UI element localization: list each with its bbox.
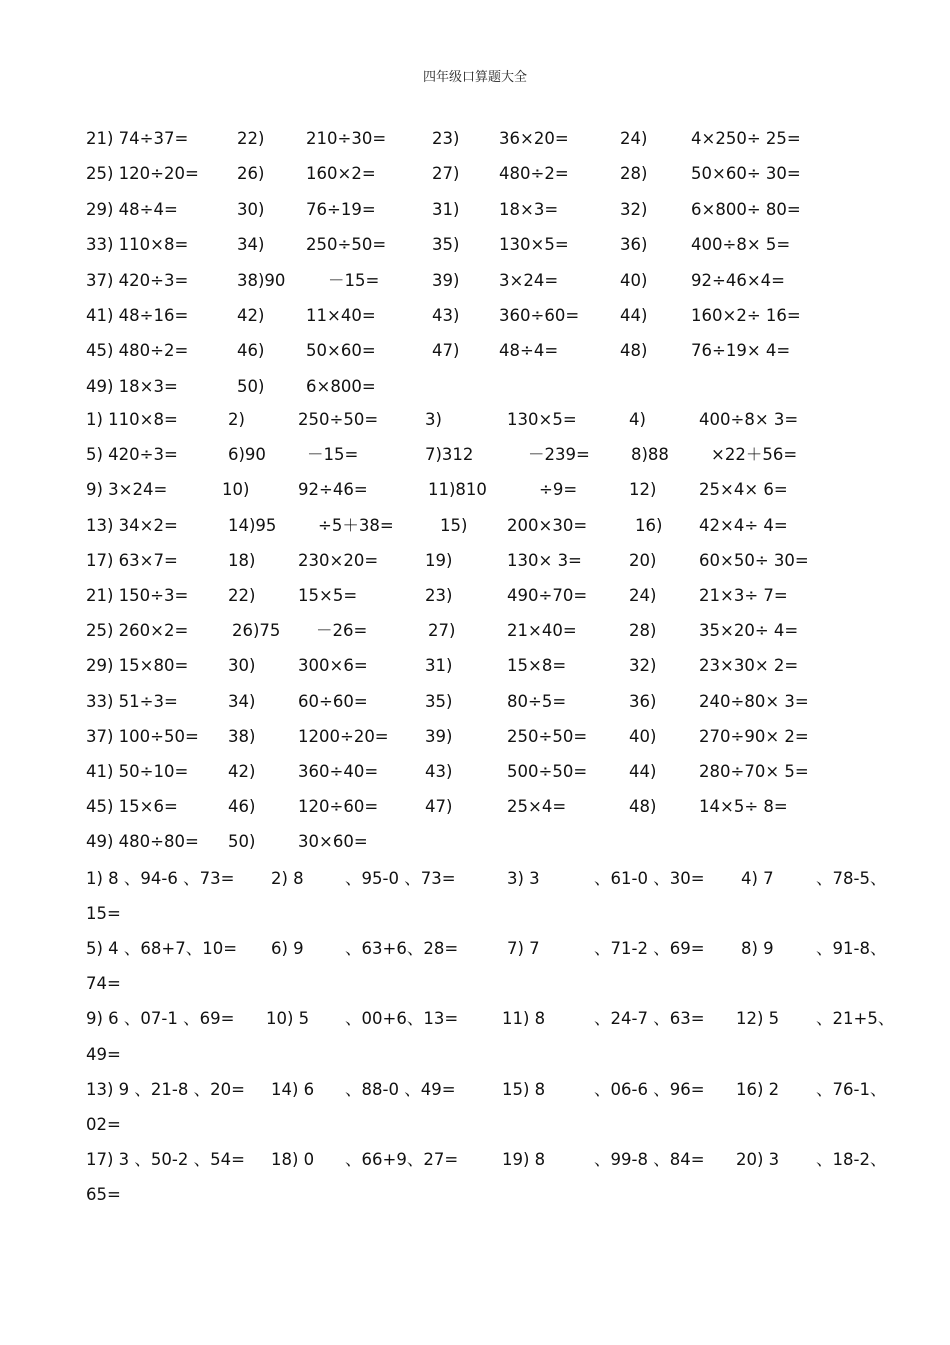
problem-expression: 、78-5、	[816, 869, 887, 888]
problem-expression: 480÷2=	[499, 164, 569, 184]
problem-number: 19) 8	[502, 1149, 546, 1169]
problem-row	[0, 443, 950, 467]
problem-number: 23)	[432, 129, 460, 148]
problem-number: 15)	[440, 515, 468, 535]
problem-row	[0, 1148, 950, 1172]
problem-expression: 49) 18×3=	[86, 376, 178, 396]
problem-row	[0, 1183, 950, 1207]
problem-number: 35)	[432, 235, 460, 255]
problem-expression: 130×5=	[507, 410, 577, 429]
problem-expression: 360÷60=	[499, 306, 580, 325]
problem-expression: 41) 50÷10=	[86, 762, 189, 781]
problem-expression: 9) 6 、07-1 、69=	[86, 1009, 235, 1029]
problem-row	[0, 269, 950, 293]
problem-expression: 60÷60=	[298, 691, 368, 711]
problem-expression: 21×40=	[507, 621, 577, 641]
problem-number: 18)	[228, 550, 256, 570]
problem-expression: ×22＋56=	[711, 445, 798, 465]
problem-expression: 130×5=	[499, 235, 569, 255]
problem-expression: 、21+5、	[816, 1009, 895, 1029]
problem-expression: 360÷40=	[298, 762, 379, 781]
problem-row	[0, 1113, 950, 1137]
problem-expression: 250÷50=	[507, 726, 588, 746]
problem-expression: 21) 74÷37=	[86, 129, 189, 148]
problem-number: 30)	[228, 656, 256, 676]
problem-expression: 02=	[86, 1114, 121, 1134]
problem-expression: 13) 34×2=	[86, 515, 178, 535]
problem-number: 19)	[425, 550, 453, 570]
problem-expression: 13) 9 、21-8 、20=	[86, 1079, 245, 1099]
problem-expression: 45) 480÷2=	[86, 341, 189, 361]
problem-number: 14) 6	[271, 1079, 315, 1099]
problem-number: 44)	[629, 762, 657, 781]
problem-expression: 25) 120÷20=	[86, 164, 199, 184]
problem-row	[0, 584, 950, 608]
problem-expression: 、76-1、	[816, 1079, 887, 1099]
problem-number: 7) 7	[507, 939, 540, 959]
problem-row	[0, 514, 950, 538]
problem-expression: 、99-8 、84=	[594, 1149, 705, 1169]
problem-expression: 9) 3×24=	[86, 480, 168, 500]
problem-number: 48)	[629, 797, 657, 817]
problem-number: 32)	[620, 199, 648, 219]
problem-expression: 74=	[86, 974, 121, 994]
problem-number: 2) 8	[271, 869, 304, 888]
problem-expression: 92÷46=	[298, 480, 368, 500]
problem-expression: 6×800÷ 80=	[691, 199, 801, 219]
problem-expression: 、63+6、28=	[345, 939, 459, 959]
problem-number: 12) 5	[736, 1009, 780, 1029]
problem-number: 24)	[620, 129, 648, 148]
page-header: 四年级口算题大全	[422, 70, 527, 85]
problem-expression: 、66+9、27=	[345, 1149, 459, 1169]
problem-row	[0, 339, 950, 363]
problem-number: 27)	[428, 621, 456, 641]
problem-expression: 400÷8× 3=	[699, 410, 799, 429]
problem-expression: 3×24=	[499, 270, 559, 290]
problem-row	[0, 304, 950, 328]
problem-expression: 490÷70=	[507, 586, 588, 605]
problem-expression: 30×60=	[298, 832, 368, 852]
problem-expression: 25×4=	[507, 797, 567, 817]
problem-expression: 5) 4 、68+7、10=	[86, 939, 238, 959]
problem-expression: 50×60=	[306, 341, 376, 361]
problem-number: 27)	[432, 164, 460, 184]
problem-expression: 250÷50=	[306, 235, 387, 255]
problem-expression: 240÷80× 3=	[699, 691, 809, 711]
problem-row	[0, 198, 950, 222]
problem-expression: 49=	[86, 1044, 121, 1064]
problem-expression: ÷9=	[539, 480, 578, 500]
problem-number: 43)	[425, 762, 453, 781]
problem-number: 36)	[629, 691, 657, 711]
problem-number: 26)75	[232, 621, 281, 641]
problem-number: 20) 3	[736, 1149, 780, 1169]
problem-expression: 33) 110×8=	[86, 235, 189, 255]
problem-row	[0, 867, 950, 891]
problem-number: 22)	[228, 586, 256, 605]
problem-number: 20)	[629, 550, 657, 570]
problem-row	[0, 725, 950, 749]
problem-number: 46)	[237, 341, 265, 361]
problem-number: 16) 2	[736, 1079, 780, 1099]
problem-expression: 160×2=	[306, 164, 376, 184]
problem-number: 10) 5	[266, 1009, 310, 1029]
problem-number: 3) 3	[507, 869, 540, 888]
problem-number: 44)	[620, 306, 648, 325]
problem-expression: 6×800=	[306, 376, 376, 396]
problem-expression: 92÷46×4=	[691, 270, 785, 290]
problem-row	[0, 233, 950, 257]
problem-expression: 、61-0 、30=	[594, 869, 705, 888]
problem-row	[0, 619, 950, 643]
problem-number: 30)	[237, 199, 265, 219]
problem-expression: 17) 3 、50-2 、54=	[86, 1149, 245, 1169]
problem-number: 42)	[237, 306, 265, 325]
problem-row	[0, 1007, 950, 1031]
problem-expression: 29) 15×80=	[86, 656, 189, 676]
problem-expression: 280÷70× 5=	[699, 762, 809, 781]
problem-expression: 21×3÷ 7=	[699, 586, 788, 605]
problem-expression: 37) 100÷50=	[86, 726, 199, 746]
problem-number: 8)88	[631, 445, 669, 465]
problem-expression: 29) 48÷4=	[86, 199, 178, 219]
problem-expression: 120÷60=	[298, 797, 379, 817]
problem-expression: 200×30=	[507, 515, 588, 535]
problem-expression: ÷5＋38=	[318, 515, 394, 535]
problem-number: 24)	[629, 586, 657, 605]
problem-expression: 11×40=	[306, 306, 376, 325]
problem-number: 46)	[228, 797, 256, 817]
problem-expression: 230×20=	[298, 550, 379, 570]
problem-number: 6) 9	[271, 939, 304, 959]
problem-expression: 65=	[86, 1184, 121, 1204]
problem-expression: 270÷90× 2=	[699, 726, 809, 746]
problem-number: 50)	[237, 376, 265, 396]
problem-expression: 15×5=	[298, 586, 358, 605]
problem-expression: 49) 480÷80=	[86, 832, 199, 852]
problem-expression: 1200÷20=	[298, 726, 389, 746]
problem-number: 32)	[629, 656, 657, 676]
problem-expression: 210÷30=	[306, 129, 387, 148]
problem-expression: 35×20÷ 4=	[699, 621, 799, 641]
problem-expression: －15=	[307, 445, 359, 465]
problem-number: 40)	[629, 726, 657, 746]
problem-expression: 、71-2 、69=	[594, 939, 705, 959]
problem-expression: 48÷4=	[499, 341, 559, 361]
problem-expression: 42×4÷ 4=	[699, 515, 788, 535]
problem-expression: 33) 51÷3=	[86, 691, 178, 711]
problem-number: 36)	[620, 235, 648, 255]
problem-expression: 80÷5=	[507, 691, 567, 711]
problem-number: 48)	[620, 341, 648, 361]
problem-number: 7)312	[425, 445, 474, 465]
problem-expression: 50×60÷ 30=	[691, 164, 801, 184]
problem-expression: 400÷8× 5=	[691, 235, 791, 255]
problem-number: 10)	[222, 480, 250, 500]
problem-expression: 5) 420÷3=	[86, 445, 178, 465]
problem-row	[0, 902, 950, 926]
problem-row	[0, 549, 950, 573]
problem-row	[0, 478, 950, 502]
problem-number: 14)95	[228, 515, 277, 535]
problem-number: 11)810	[428, 480, 487, 500]
problem-expression: 17) 63×7=	[86, 550, 178, 570]
problem-expression: 25×4× 6=	[699, 480, 788, 500]
problem-expression: 160×2÷ 16=	[691, 306, 801, 325]
problem-expression: 15×8=	[507, 656, 567, 676]
problem-expression: 45) 15×6=	[86, 797, 178, 817]
problem-row	[0, 937, 950, 961]
problem-expression: 、24-7 、63=	[594, 1009, 705, 1029]
problem-row	[0, 795, 950, 819]
problem-number: 34)	[228, 691, 256, 711]
problem-row	[0, 408, 950, 432]
problem-row	[0, 162, 950, 186]
problem-expression: 21) 150÷3=	[86, 586, 189, 605]
problem-row	[0, 830, 950, 854]
problem-row	[0, 375, 950, 399]
problem-number: 6)90	[228, 445, 266, 465]
problem-expression: 、91-8、	[816, 939, 887, 959]
problem-number: 34)	[237, 235, 265, 255]
problem-number: 22)	[237, 129, 265, 148]
problem-expression: 、18-2、	[816, 1149, 887, 1169]
problem-number: 47)	[425, 797, 453, 817]
problem-expression: 37) 420÷3=	[86, 270, 189, 290]
problem-row	[0, 127, 950, 151]
problem-row	[0, 1043, 950, 1067]
problem-expression: 23×30× 2=	[699, 656, 799, 676]
problem-number: 50)	[228, 832, 256, 852]
problem-expression: 250÷50=	[298, 410, 379, 429]
problem-expression: 41) 48÷16=	[86, 306, 189, 325]
problem-expression: 4×250÷ 25=	[691, 129, 801, 148]
problem-expression: －26=	[316, 621, 368, 641]
problem-number: 28)	[620, 164, 648, 184]
problem-number: 38)	[228, 726, 256, 746]
problem-number: 18) 0	[271, 1149, 315, 1169]
problem-row	[0, 1078, 950, 1102]
problem-number: 42)	[228, 762, 256, 781]
problem-expression: 36×20=	[499, 129, 569, 148]
problem-expression: 25) 260×2=	[86, 621, 189, 641]
problem-number: 38)90	[237, 270, 286, 290]
problem-expression: 18×3=	[499, 199, 559, 219]
problem-expression: －239=	[528, 445, 590, 465]
problem-row	[0, 654, 950, 678]
problem-expression: 130× 3=	[507, 550, 582, 570]
problem-expression: 、06-6 、96=	[594, 1079, 705, 1099]
problem-number: 3)	[425, 410, 442, 429]
problem-number: 4)	[629, 410, 646, 429]
problem-expression: 1) 8 、94-6 、73=	[86, 869, 235, 888]
problem-number: 39)	[425, 726, 453, 746]
problem-expression: 、95-0 、73=	[345, 869, 456, 888]
problem-expression: 、88-0 、49=	[345, 1079, 456, 1099]
problem-row	[0, 760, 950, 784]
problem-expression: 1) 110×8=	[86, 410, 178, 429]
problem-number: 39)	[432, 270, 460, 290]
problem-number: 15) 8	[502, 1079, 546, 1099]
problem-number: 47)	[432, 341, 460, 361]
problem-number: 8) 9	[741, 939, 774, 959]
problem-number: 31)	[432, 199, 460, 219]
problem-number: 31)	[425, 656, 453, 676]
problem-row	[0, 690, 950, 714]
problem-number: 11) 8	[502, 1009, 546, 1029]
problem-expression: －15=	[328, 270, 380, 290]
problem-number: 2)	[228, 410, 245, 429]
problem-expression: 300×6=	[298, 656, 368, 676]
problem-expression: 15=	[86, 904, 121, 924]
problem-number: 16)	[635, 515, 663, 535]
problem-expression: 60×50÷ 30=	[699, 550, 809, 570]
problem-number: 4) 7	[741, 869, 774, 888]
problem-number: 28)	[629, 621, 657, 641]
problem-number: 35)	[425, 691, 453, 711]
problem-expression: 、00+6、13=	[345, 1009, 459, 1029]
problem-number: 43)	[432, 306, 460, 325]
problem-number: 12)	[629, 480, 657, 500]
problem-expression: 76÷19=	[306, 199, 376, 219]
problem-number: 40)	[620, 270, 648, 290]
problem-expression: 76÷19× 4=	[691, 341, 791, 361]
problem-number: 23)	[425, 586, 453, 605]
problem-expression: 14×5÷ 8=	[699, 797, 788, 817]
problem-row	[0, 972, 950, 996]
problem-expression: 500÷50=	[507, 762, 588, 781]
problem-number: 26)	[237, 164, 265, 184]
